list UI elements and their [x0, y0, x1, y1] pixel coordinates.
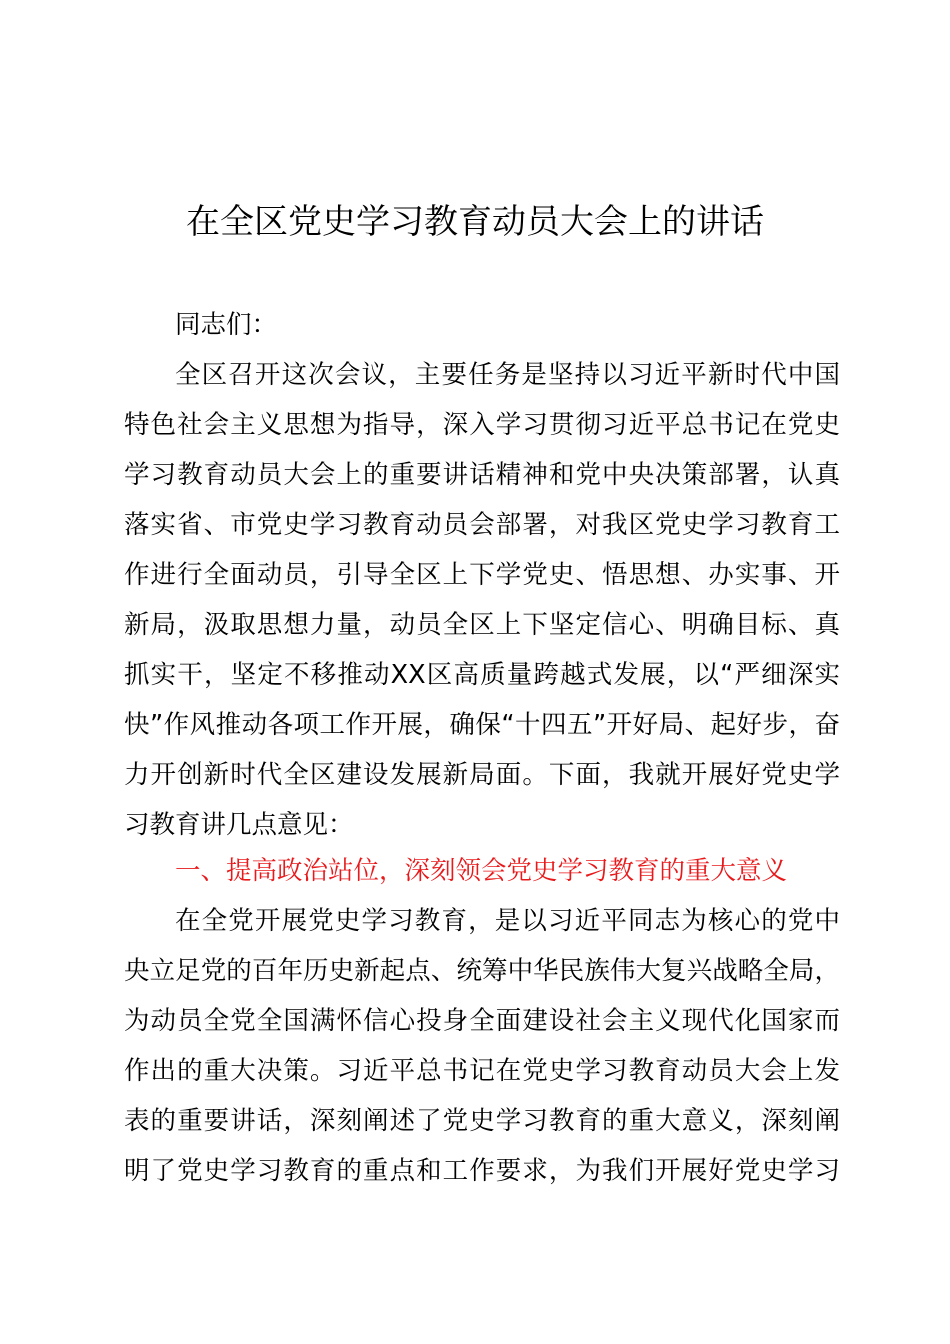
- greeting: 同志们：: [175, 310, 278, 340]
- paragraph-line: 在全党开展党史学习教育，是以习近平同志为核心的党中: [175, 906, 840, 936]
- section-heading: 一、提高政治站位，深刻领会党史学习教育的重大意义: [175, 856, 788, 886]
- paragraph-line: 力开创新时代全区建设发展新局面。下面，我就开展好党史学: [124, 760, 840, 790]
- paragraph-line: 为动员全党全国满怀信心投身全面建设社会主义现代化国家而: [124, 1006, 840, 1036]
- paragraph-line: 抓实干，坚定不移推动XX区高质量跨越式发展，以“严细深实: [124, 660, 840, 690]
- paragraph-line: 快”作风推动各项工作开展，确保“十四五”开好局、起好步，奋: [124, 710, 840, 740]
- paragraph-line: 落实省、市党史学习教育动员会部署，对我区党史学习教育工: [124, 510, 840, 540]
- paragraph-line: 新局，汲取思想力量，动员全区上下坚定信心、明确目标、真: [124, 610, 840, 640]
- paragraph-1: [124, 350, 840, 850]
- paragraph-line: 明了党史学习教育的重点和工作要求，为我们开展好党史学习: [124, 1156, 840, 1186]
- paragraph-line: 表的重要讲话，深刻阐述了党史学习教育的重大意义，深刻阐: [124, 1106, 840, 1136]
- paragraph-line: 习教育讲几点意见：: [124, 810, 354, 840]
- paragraph-2: [124, 896, 840, 1196]
- paragraph-line: 特色社会主义思想为指导，深入学习贯彻习近平总书记在党史: [124, 410, 840, 440]
- document-title: 在全区党史学习教育动员大会上的讲话: [186, 202, 764, 242]
- paragraph-line: 学习教育动员大会上的重要讲话精神和党中央决策部署，认真: [124, 460, 840, 490]
- paragraph-line: 作出的重大决策。习近平总书记在党史学习教育动员大会上发: [124, 1056, 840, 1086]
- paragraph-line: 全区召开这次会议，主要任务是坚持以习近平新时代中国: [175, 360, 840, 390]
- paragraph-line: 作进行全面动员，引导全区上下学党史、悟思想、办实事、开: [124, 560, 840, 590]
- paragraph-line: 央立足党的百年历史新起点、统筹中华民族伟大复兴战略全局，: [124, 956, 840, 986]
